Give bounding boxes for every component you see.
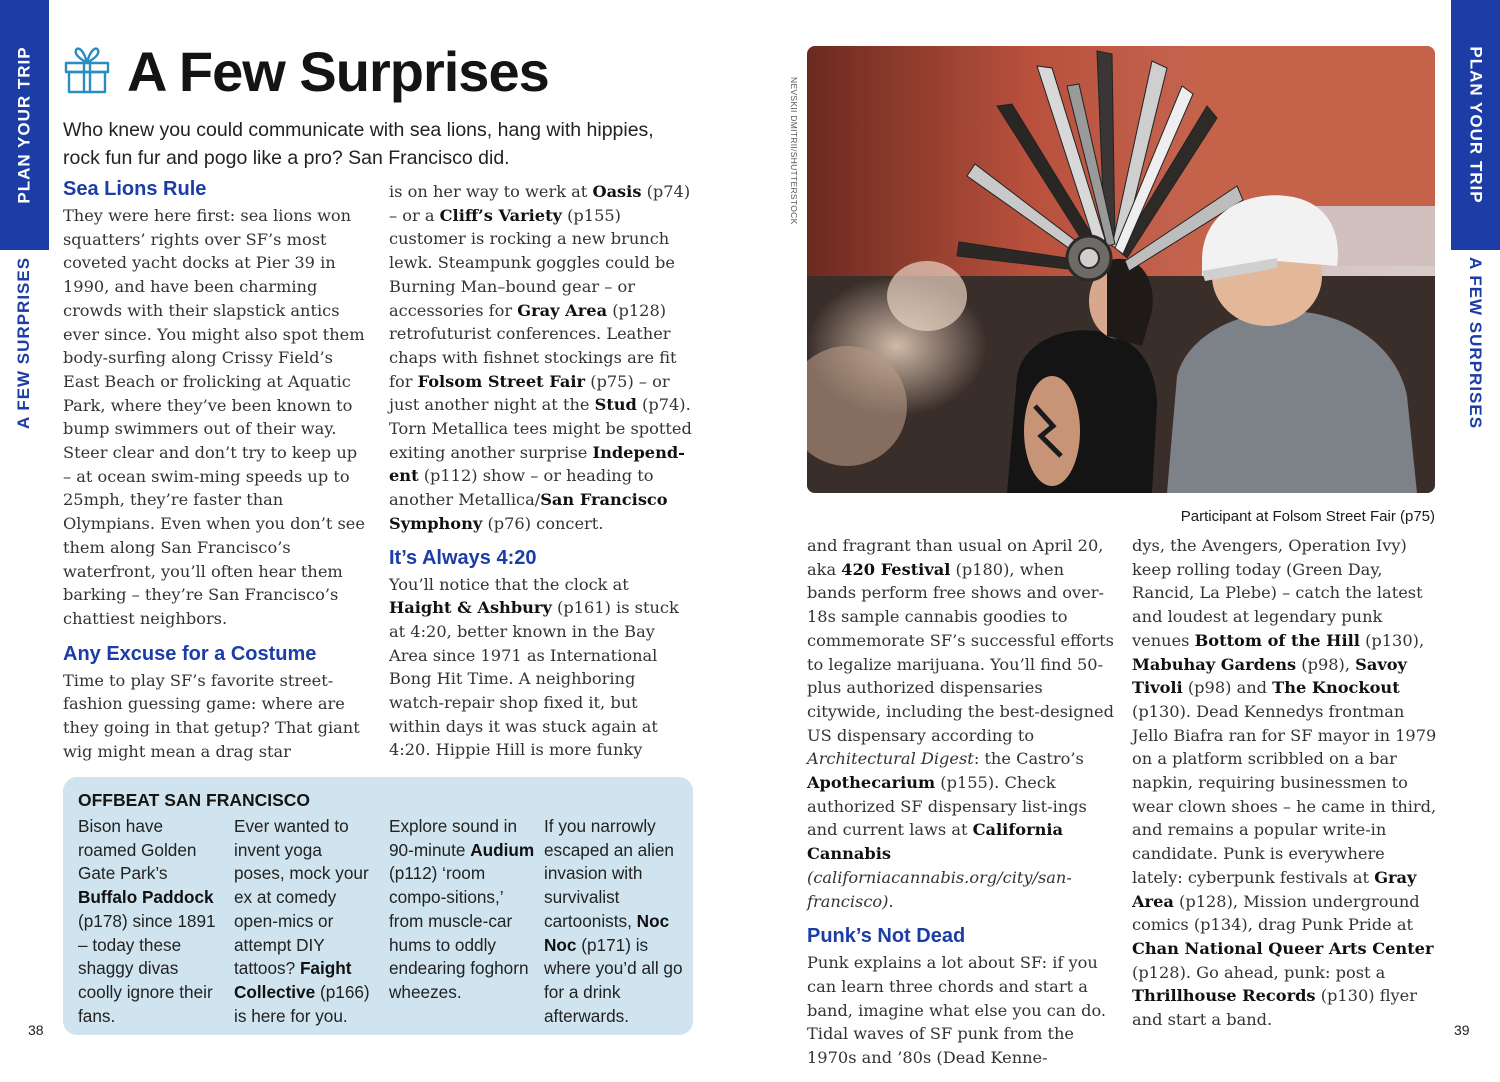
festival-photo bbox=[807, 46, 1435, 493]
link-chan-national: Chan National Queer Arts Center bbox=[1132, 938, 1434, 958]
paragraph-costume: Time to play SF’s favorite street-fashion guessing game: where are they going in that getup? That giant wig might mean a drag star bbox=[63, 670, 360, 761]
url-california-cannabis: (californiacannabis.org/city/san-francisco) bbox=[807, 867, 1072, 911]
gift-icon bbox=[63, 45, 111, 95]
link-gray-area: Gray Area bbox=[517, 300, 608, 320]
heading-420: It’s Always 4:20 bbox=[389, 546, 537, 569]
right-side-tab-label: PLAN YOUR TRIP bbox=[1466, 46, 1486, 204]
right-column-2 bbox=[1132, 534, 1437, 1032]
link-california-cannabis: California Cannabis bbox=[807, 820, 1064, 864]
link-haight-ashbury: Haight & Ashbury bbox=[389, 598, 552, 618]
link-savoy-tivoli: Savoy Tivoli bbox=[1132, 654, 1407, 698]
right-column-1 bbox=[807, 534, 1114, 1070]
link-gray-area-2: Gray Area bbox=[1132, 867, 1417, 911]
link-mabuhay-gardens: Mabuhay Gardens bbox=[1132, 654, 1297, 674]
link-apothecarium: Apothecarium bbox=[807, 773, 936, 793]
link-folsom-street-fair: Folsom Street Fair bbox=[417, 371, 586, 391]
paragraph-punk-cont: dys, the Avengers, Operation Ivy) keep rolling today (Green Day, Rancid, La Plebe) – catch the latest and loudest at legendary punk venues Bottom of the Hill (p130), Mabuhay Gardens (p98), Savoy Tivoli (p98) and The Knockout (p130). Dead Kennedys frontman Jello Biafra ran for SF mayor in 1979 on a platform scribbled on a bar napkin, requiring businessmen to wear clown shoes – he came in third, and remains a popular write-in candidate. Punk is everywhere lately: cyberpunk festivals at Gray Area (p128), Mission underground comics (p134), drag Punk Pride at Chan National Queer Arts Center (p128). Go ahead, punk: post a Thrillhouse Records (p130) flyer and start a band. bbox=[1132, 536, 1437, 1030]
link-bottom-of-the-hill: Bottom of the Hill bbox=[1194, 630, 1360, 650]
heading-costume: Any Excuse for a Costume bbox=[63, 642, 317, 665]
link-oasis: Oasis bbox=[592, 182, 642, 201]
link-the-knockout: The Knockout bbox=[1272, 678, 1400, 698]
photo-credit: NEVSKII DMITRII/SHUTTERSTOCK bbox=[789, 77, 799, 225]
left-side-tab-label: PLAN YOUR TRIP bbox=[14, 46, 34, 204]
offbeat-item-audium: Explore sound in 90-minute Audium (p112) ‘room compo-sitions,’ from muscle-car hums to oddly endearing foghorn wheezes. bbox=[389, 816, 535, 1002]
link-thrillhouse: Thrillhouse Records bbox=[1132, 986, 1316, 1006]
link-420-festival: 420 Festival bbox=[841, 559, 951, 579]
page-title: A Few Surprises bbox=[127, 40, 549, 103]
paragraph-420: You’ll notice that the clock at Haight & Ashbury (p161) is stuck at 4:20, better known in the Bay Area since 1971 as International Bong Hit Time. A neighboring watch-repair shop fixed it, but within days it was stuck again at 4:20. Hippie Hill is more funky bbox=[389, 574, 679, 760]
left-side-label: A FEW SURPRISES bbox=[14, 256, 34, 430]
link-cliffs-variety: Cliff’s Variety bbox=[439, 205, 562, 225]
paragraph-punk: Punk explains a lot about SF: if you can learn three chords and start a band, imagine what else you can do. Tidal waves of SF punk from the 1970s and ’80s (Dead Kenne- bbox=[807, 953, 1107, 1068]
right-page-number: 39 bbox=[1454, 1022, 1470, 1038]
paragraph-costume-cont: is on her way to werk at Oasis (p74) – or a Cliff’s Variety (p155) customer is rocking a new brunch lewk. Steampunk goggles could be Burning Man–bound gear – or accessories for Gray Area (p128) retrofuturist conferences. Leather chaps with fishnet stockings are fit for Folsom Street Fair (p75) – or just another night at the Stud (p74). Torn Metallica tees might be spotted exiting another surprise Independ-ent (p112) show – or heading to another Metallica/San Francisco Symphony (p76) concert. bbox=[389, 182, 692, 533]
photo-caption: Participant at Folsom Street Fair (p75) bbox=[1180, 508, 1435, 525]
intro-paragraph: Who knew you could communicate with sea lions, hang with hippies, rock fun fur and pogo like a pro? San Francisco did. bbox=[63, 119, 654, 169]
left-page-number: 38 bbox=[28, 1022, 44, 1038]
offbeat-sidebar-box bbox=[63, 777, 693, 1035]
offbeat-item-buffalo: Bison have roamed Golden Gate Park’s Buffalo Paddock (p178) since 1891 – today these shaggy divas coolly ignore their fans. bbox=[78, 816, 216, 1026]
left-side-tab bbox=[0, 0, 49, 250]
link-stud: Stud bbox=[594, 395, 637, 415]
offbeat-item-noc-noc: If you narrowly escaped an alien invasion with survivalist cartoonists, Noc Noc (p171) is where you’d all go for a drink afterwards. bbox=[544, 816, 683, 1026]
paragraph-420-cont: and fragrant than usual on April 20, aka 420 Festival (p180), when bands perform free shows and over-18s sample cannabis goodies to commemorate SF’s successful efforts to legalize marijuana. You’ll find 50-plus authorized dispensaries citywide, including the best-designed US dispensary according to Architectural Digest: the Castro’s Apothecarium (p155). Check authorized SF dispensary list-ings and current laws at California Cannabis (californiacannabis.org/city/san-francisco). bbox=[807, 536, 1114, 911]
heading-punk: Punk’s Not Dead bbox=[807, 925, 966, 948]
left-column-1 bbox=[63, 176, 366, 763]
paragraph-sea-lions: They were here first: sea lions won squatters’ rights over SF’s most coveted yacht docks at Pier 39 in 1990, and have been charming crowds with their slapstick antics ever since. You might also spot them body-surfing along Crissy Field’s East Beach or frolicking at Aquatic Park, where they’ve been known to bump swimmers out of their way. Steer clear and don’t try to keep up – at ocean swim-ming speeds up to 25mph, they’re faster than Olympians. Even when you don’t see them along San Francisco’s waterfront, you’ll often hear them barking – they’re San Francisco’s chattiest neighbors. bbox=[63, 206, 365, 628]
left-column-2 bbox=[389, 180, 694, 762]
offbeat-item-faight: Ever wanted to invent yoga poses, mock your ex at comedy open-mics or attempt DIY tattoos? Faight Collective (p166) is here for you. bbox=[234, 816, 370, 1026]
right-side-label: A FEW SURPRISES bbox=[1466, 256, 1486, 430]
offbeat-box-title: OFFBEAT SAN FRANCISCO bbox=[78, 790, 311, 810]
link-sf-symphony: San Francisco Symphony bbox=[389, 490, 668, 533]
heading-sea-lions: Sea Lions Rule bbox=[63, 178, 207, 200]
link-independent: Independ-ent bbox=[389, 442, 685, 486]
right-side-tab bbox=[1451, 0, 1500, 250]
